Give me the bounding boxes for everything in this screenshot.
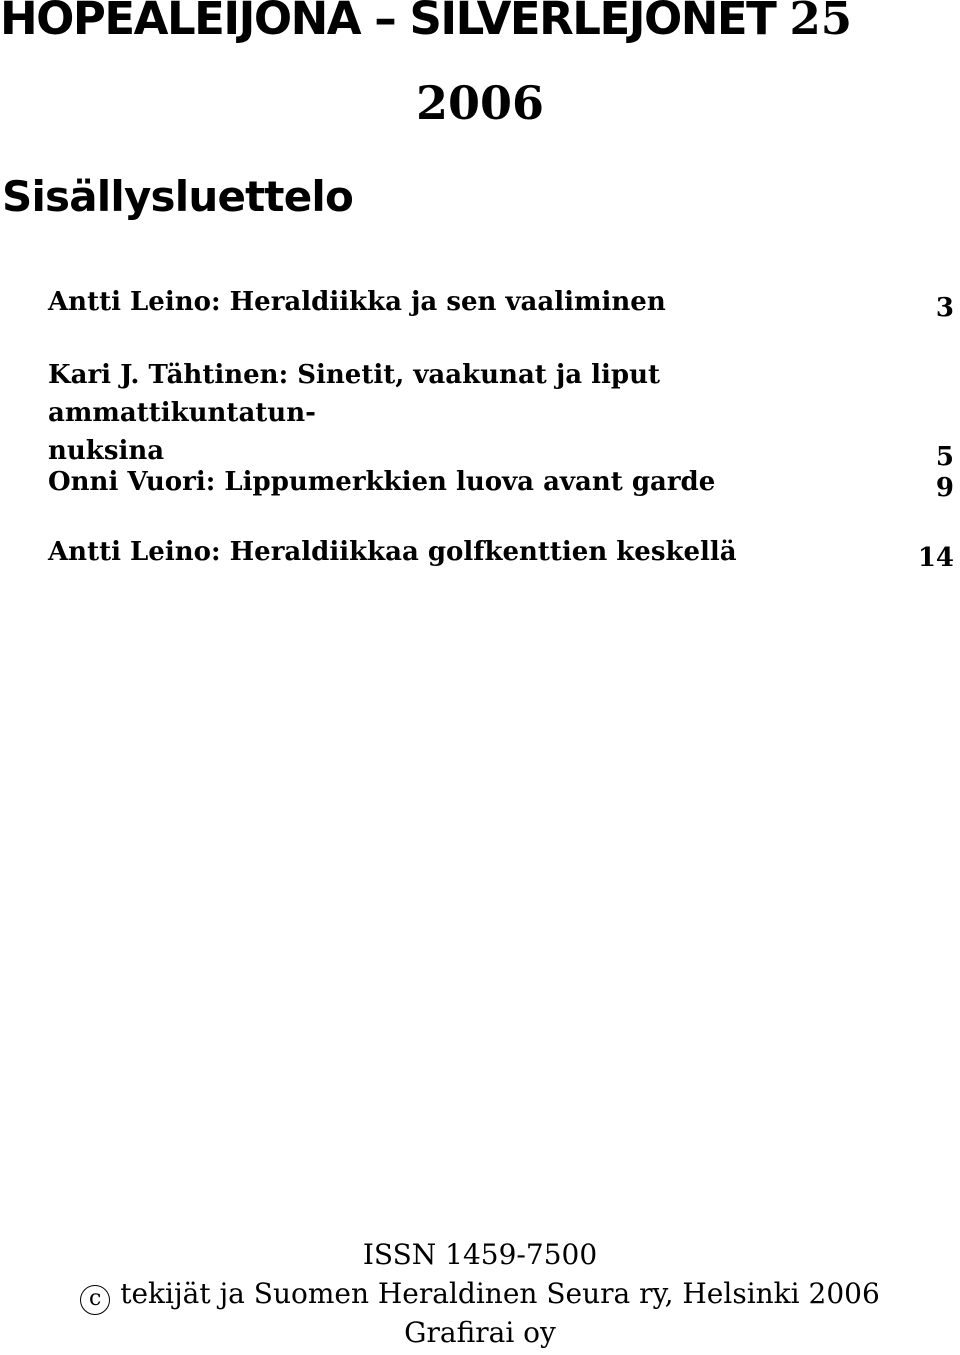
toc-entry-page: 5 xyxy=(935,442,954,472)
title-text: HOPEALEIJONA – SILVERLEJONET xyxy=(0,0,776,45)
issue-number: 25 xyxy=(789,0,853,45)
toc-entry-title-line1: Kari J. Tähtinen: Sinetit, vaakunat ja liput ammattikuntatun- xyxy=(48,360,661,428)
toc-heading: Sisällysluettelo xyxy=(2,172,354,221)
copyright-line xyxy=(0,1274,960,1315)
toc-entry-title: Onni Vuori: Lippumerkkien luova avant garde xyxy=(48,467,716,497)
toc-entry-title: Antti Leino: Heraldiikkaa golfkenttien keskellä xyxy=(48,537,737,567)
toc-entry-page: 3 xyxy=(935,293,954,323)
copyright-icon: c xyxy=(80,1285,110,1315)
toc-entry xyxy=(48,533,958,571)
toc-entry-page: 9 xyxy=(935,473,954,503)
toc-entry xyxy=(48,283,958,321)
issue-year: 2006 xyxy=(415,76,545,130)
issn: ISSN 1459-7500 xyxy=(362,1238,598,1271)
toc-entry-title-line2: nuksina xyxy=(48,436,165,466)
copyright-text: tekijät ja Suomen Heraldinen Seura ry, Helsinki 2006 xyxy=(120,1277,880,1310)
toc-entry xyxy=(48,463,958,501)
toc-entry-page: 14 xyxy=(917,543,954,573)
toc-entry xyxy=(48,356,958,470)
printer: Grafirai oy xyxy=(404,1316,556,1349)
page-title xyxy=(0,0,960,44)
toc-entry-title: Antti Leino: Heraldiikka ja sen vaaliminen xyxy=(48,287,666,317)
